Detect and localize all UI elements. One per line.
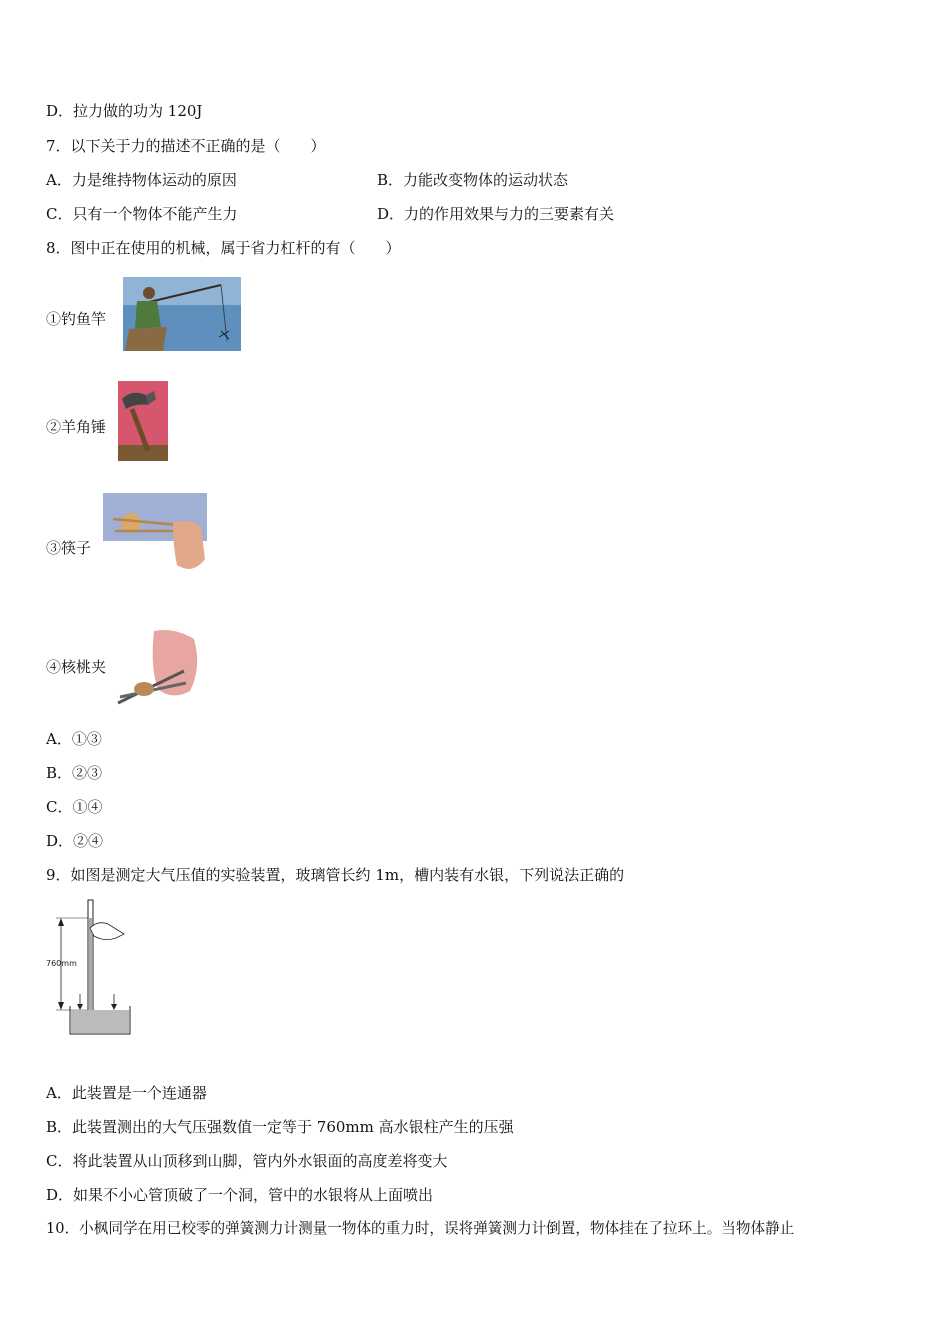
q9-stem: 9．如图是测定大气压值的实验装置，玻璃管长约 1m，槽内装有水银，下列说法正确的 bbox=[46, 866, 625, 884]
q8-stem: 8．图中正在使用的机械，属于省力杠杆的有（ ） bbox=[46, 239, 401, 257]
q8-option-c: C．①④ bbox=[46, 798, 103, 816]
q7-option-d: D．力的作用效果与力的三要素有关 bbox=[377, 205, 615, 223]
claw-hammer-image bbox=[118, 381, 168, 461]
q8-item-claw-hammer-label: ②羊角锤 bbox=[46, 418, 107, 436]
nutcracker-image bbox=[114, 627, 204, 707]
q7-option-c: C．只有一个物体不能产生力 bbox=[46, 205, 238, 223]
q9-option-d: D．如果不小心管顶破了一个洞，管中的水银将从上面喷出 bbox=[46, 1186, 434, 1204]
q8-item-nutcracker-label: ④核桃夹 bbox=[46, 658, 107, 676]
q7-stem: 7．以下关于力的描述不正确的是（ ） bbox=[46, 137, 326, 155]
q8-option-b: B．②③ bbox=[46, 764, 103, 782]
chopsticks-image bbox=[103, 493, 207, 575]
q7-option-b: B．力能改变物体的运动状态 bbox=[377, 171, 569, 189]
fishing-rod-image bbox=[123, 277, 241, 351]
q10-stem: 10．小枫同学在用已校零的弹簧测力计测量一物体的重力时，误将弹簧测力计倒置，物体挂在了拉环上。当物体静止 bbox=[46, 1220, 795, 1237]
q9-option-c: C．将此装置从山顶移到山脚，管内外水银面的高度差将变大 bbox=[46, 1152, 448, 1170]
barometer-diagram bbox=[44, 898, 134, 1038]
q8-option-d: D．②④ bbox=[46, 832, 104, 850]
q9-option-a: A．此装置是一个连通器 bbox=[46, 1084, 207, 1102]
q7-option-a: A．力是维持物体运动的原因 bbox=[46, 171, 237, 189]
barometer-height-label: 760mm bbox=[46, 959, 77, 968]
q9-option-b: B．此装置测出的大气压强数值一定等于 760mm 高水银柱产生的压强 bbox=[46, 1118, 514, 1136]
q8-item-fishing-rod-label: ①钓鱼竿 bbox=[46, 310, 107, 328]
q8-option-a: A．①③ bbox=[46, 730, 102, 748]
q6-option-d: D．拉力做的功为 120J bbox=[46, 102, 203, 120]
q8-item-chopsticks-label: ③筷子 bbox=[46, 539, 92, 557]
